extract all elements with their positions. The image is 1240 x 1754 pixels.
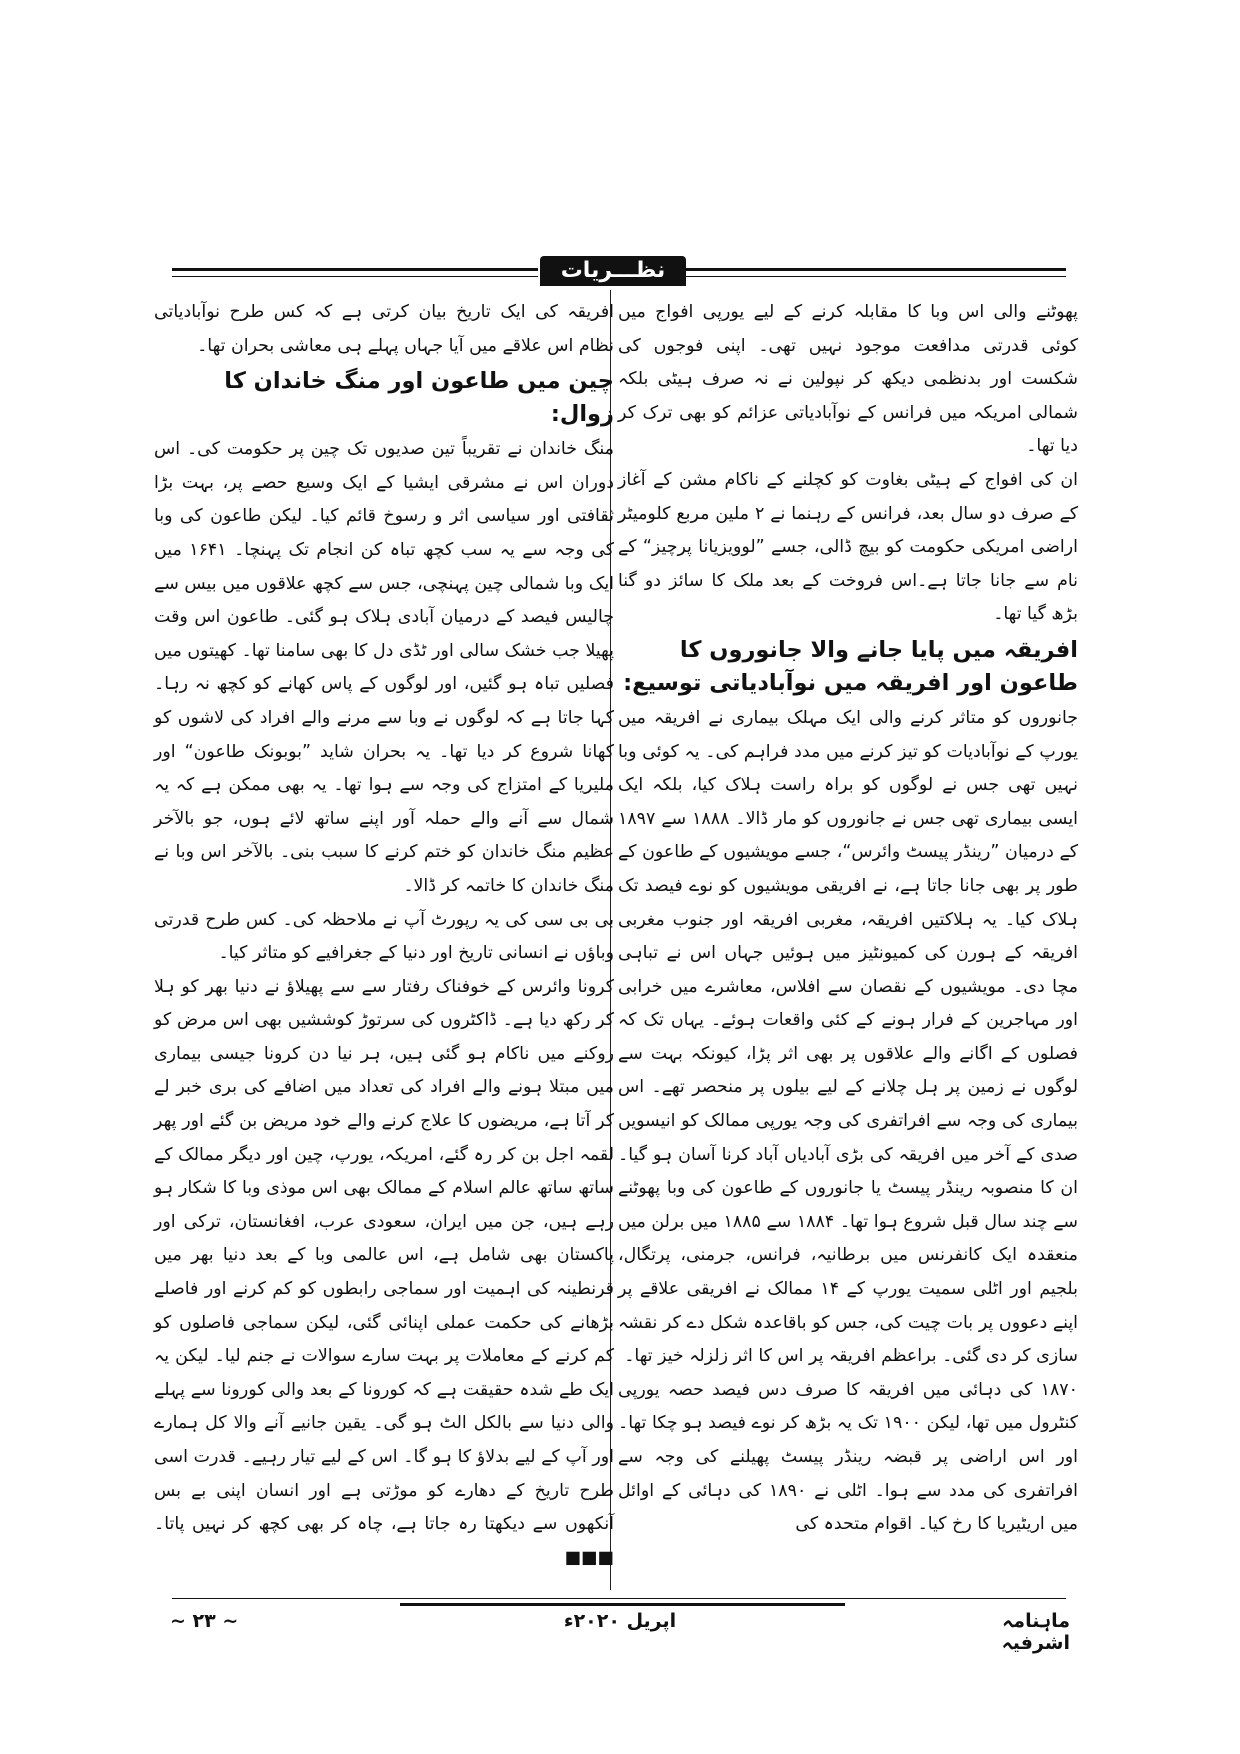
issue-date: اپریل ۲۰۲۰ء bbox=[563, 1610, 677, 1632]
right-column bbox=[618, 296, 1078, 1542]
paragraph: جانوروں کو متاثر کرنے والی ایک مہلک بیماری نے افریقہ میں یورپ کے نوآبادیات کو تیز کرنے میں مدد فراہم کی۔ یہ کوئی وبا نہیں تھی جس نے لوگوں کو براہ راست ہلاک کیا، بلکہ ایک ایسی بیماری تھی جس نے جانوروں کو مار ڈالا۔ ۱۸۸۸ سے ۱۸۹۷ کے درمیان ”رینڈر پیسٹ وائرس“، جسے مویشیوں کے طاعون کے طور پر بھی جانا جاتا ہے، نے افریقی مویشیوں کو نوے فیصد تک ہلاک کیا۔ یہ ہلاکتیں افریقہ، مغربی افریقہ اور جنوب مغربی افریقہ کے ہورن کی کمیونٹیز میں ہوئیں جہاں اس نے تباہی مچا دی۔ مویشیوں کے نقصان سے افلاس، معاشرے میں خرابی اور مہاجرین کے فرار ہونے کے کئی واقعات ہوئے۔ یہاں تک کہ فصلوں کے اگانے والے علاقوں پر بھی اثر پڑا، کیونکہ بہت سے لوگوں نے زمین پر ہل چلانے کے لیے بیلوں پر منحصر تھے۔ اس بیماری کی وجہ سے افراتفری کی وجہ یورپی ممالک کو انیسویں صدی کے آخر میں افریقہ کی بڑی آبادیاں آباد کرنا آسان ہو گیا۔ ان کا منصوبہ رینڈر پیسٹ یا جانوروں کے طاعون کی وبا پھوٹنے سے چند سال قبل شروع ہوا تھا۔ ۱۸۸۴ سے ۱۸۸۵ میں برلن میں منعقدہ ایک کانفرنس میں برطانیہ، فرانس، جرمنی، پرتگال، بلجیم اور اٹلی سمیت یورپ کے ۱۴ ممالک نے افریقی علاقے پر اپنے دعووں پر بات چیت کی، جس کو باقاعدہ شکل دے کر نقشہ سازی کر دی گئی۔ براعظم افریقہ پر اس کا اثر زلزلہ خیز تھا۔ bbox=[618, 707, 1078, 1367]
section-heading: چین میں طاعون اور منگ خاندان کا زوال: bbox=[224, 368, 614, 428]
footer-rule bbox=[172, 1598, 1066, 1599]
section-title: نظـــریات bbox=[540, 256, 686, 286]
paragraph: ۱۸۷۰ کی دہائی میں افریقہ کا صرف دس فیصد حصہ یورپی کنٹرول میں تھا، لیکن ۱۹۰۰ تک یہ بڑھ کر نوے فیصد ہو چکا تھا۔ اور اس اراضی پر قبضہ رینڈر پیسٹ پھیلنے کی وجہ سے افراتفری کی مدد سے ہوا۔ اٹلی نے ۱۸۹۰ کی دہائی کے اوائل میں اریٹیریا کا رخ کیا۔ اقوام متحدہ کی bbox=[618, 1379, 1078, 1535]
header-rule-right bbox=[686, 268, 1066, 271]
paragraph: منگ خاندان نے تقریباً تین صدیوں تک چین پر حکومت کی۔ اس دوران اس نے مشرقی ایشیا کے ایک وسیع حصے پر، بہت بڑا ثقافتی اور سیاسی اثر و رسوخ قائم کیا۔ لیکن طاعون کی وبا کی وجہ سے یہ سب کچھ تباہ کن انجام تک پہنچا۔ ۱۶۴۱ میں ایک وبا شمالی چین پہنچی، جس سے کچھ علاقوں میں بیس سے چالیس فیصد کے درمیان آبادی ہلاک ہو گئی۔ طاعون اس وقت پھیلا جب خشک سالی اور ٹڈی دل کا بھی سامنا تھا۔ کھیتوں میں فصلیں تباہ ہو گئیں، اور لوگوں کے پاس کھانے کو کچھ نہ رہا۔ کہا جاتا ہے کہ لوگوں نے وبا سے مرنے والے افراد کی لاشوں کو کھانا شروع کر دیا تھا۔ یہ بحران شاید ”بوبونک طاعون“ اور ملیریا کے امتزاج کی وجہ سے ہوا تھا۔ یہ بھی ممکن ہے کہ یہ شمال سے آنے والے حملہ آور اپنے ساتھ لائے ہوں، جو بالآخر عظیم منگ خاندان کو ختم کرنے کا سبب بنی۔ بالآخر اس وبا نے منگ خاندان کا خاتمہ کر ڈالا۔ bbox=[154, 439, 614, 896]
magazine-name: ماہنامہ اشرفیہ bbox=[1001, 1610, 1070, 1654]
paragraph: ان کی افواج کے ہیٹی بغاوت کو کچلنے کے ناکام مشن کے آغاز کے صرف دو سال بعد، فرانس کے رہنما نے ۲ ملین مربع کلومیٹر اراضی امریکی حکومت کو بیچ ڈالی، جسے ”لوویزیانا پرچیز“ کے نام سے جانا جاتا ہے۔اس فروخت کے بعد ملک کا سائز دو گنا بڑھ گیا تھا۔ bbox=[618, 469, 1079, 625]
end-mark: ■■■ bbox=[564, 1547, 614, 1568]
paragraph-text: کرونا وائرس کے خوفناک رفتار سے سے پھیلاؤ نے دنیا بھر کو ہلا کر رکھ دیا ہے۔ ڈاکٹروں کی سرتوڑ کوششیں بھی اس مرض کو روکنے میں ناکام ہو گئی ہیں، ہر نیا دن کرونا جیسی بیماری میں مبتلا ہونے والے افراد کی تعداد میں اضافے کی بری خبر لے کر آتا ہے، مریضوں کا علاج کرنے والے خود مریض بن گئے اور پھر لقمہ اجل بن کر رہ گئے، امریکہ، یورپ، چین اور دیگر ممالک کے ساتھ ساتھ عالم اسلام کے ممالک بھی اس موذی وبا کا شکار ہو رہے ہیں، جن میں ایران، سعودی عرب، افغانستان، ترکی اور پاکستان بھی شامل ہے، اس عالمی وبا کے بعد دنیا بھر میں قرنطینہ کی اہمیت اور سماجی رابطوں کو کم کرنے اور فاصلے بڑھانے کی حکمت عملی اپنائی گئی، لیکن سماجی فاصلوں کو کم کرنے کے معاملات پر بہت سارے سوالات نے جنم لیا۔ لیکن یہ ایک طے شدہ حقیقت ہے کہ کورونا کے بعد والی کورونا سے پہلے والی دنیا سے بالکل الٹ ہو گی۔ یقین جانیے آنے والا کل ہمارے اور آپ کے لیے بدلاؤ کا ہو گا۔ اس کے لیے تیار رہیے۔ قدرت اسی طرح تاریخ کے دھارے کو موڑتی ہے اور انسان اپنی بے بس آنکھوں سے دیکھتا رہ جاتا ہے، چاہ کر بھی کچھ کر نہیں پاتا۔ bbox=[154, 976, 614, 1535]
paragraph: پھوٹنے والی اس وبا کا مقابلہ کرنے کے لیے یورپی افواج میں کوئی قدرتی مدافعت موجود نہیں تھی۔ اپنی فوجوں کی شکست اور بدنظمی دیکھ کر نپولین نے نہ صرف ہیٹی بلکہ شمالی امریکہ میں فرانس کے نوآبادیاتی عزائم کو بھی ترک کر دیا تھا۔ bbox=[618, 302, 1078, 457]
section-heading: افریقہ میں پایا جانے والا جانوروں کا طاعون اور افریقہ میں نوآبادیاتی توسیع: bbox=[623, 636, 1078, 696]
header-rule-right-thin bbox=[686, 276, 1066, 277]
footer-rule-thick bbox=[400, 1603, 845, 1606]
paragraph: افریقہ کی ایک تاریخ بیان کرتی ہے کہ کس طرح نوآبادیاتی نظام اس علاقے میں آیا جہاں پہلے ہی معاشی بحران تھا۔ bbox=[154, 302, 614, 356]
page-number: ~ ۲۳ ~ bbox=[170, 1610, 239, 1632]
left-column bbox=[154, 296, 614, 1575]
paragraph: بی بی سی کی یہ رپورٹ آپ نے ملاحظہ کی۔ کس طرح قدرتی وباؤں نے انسانی تاریخ اور دنیا کے جغرافیے کو متاثر کیا۔ bbox=[154, 909, 614, 964]
header-rule-left bbox=[172, 268, 538, 271]
header-rule-left-thin bbox=[172, 276, 538, 277]
paragraph bbox=[154, 971, 614, 1576]
